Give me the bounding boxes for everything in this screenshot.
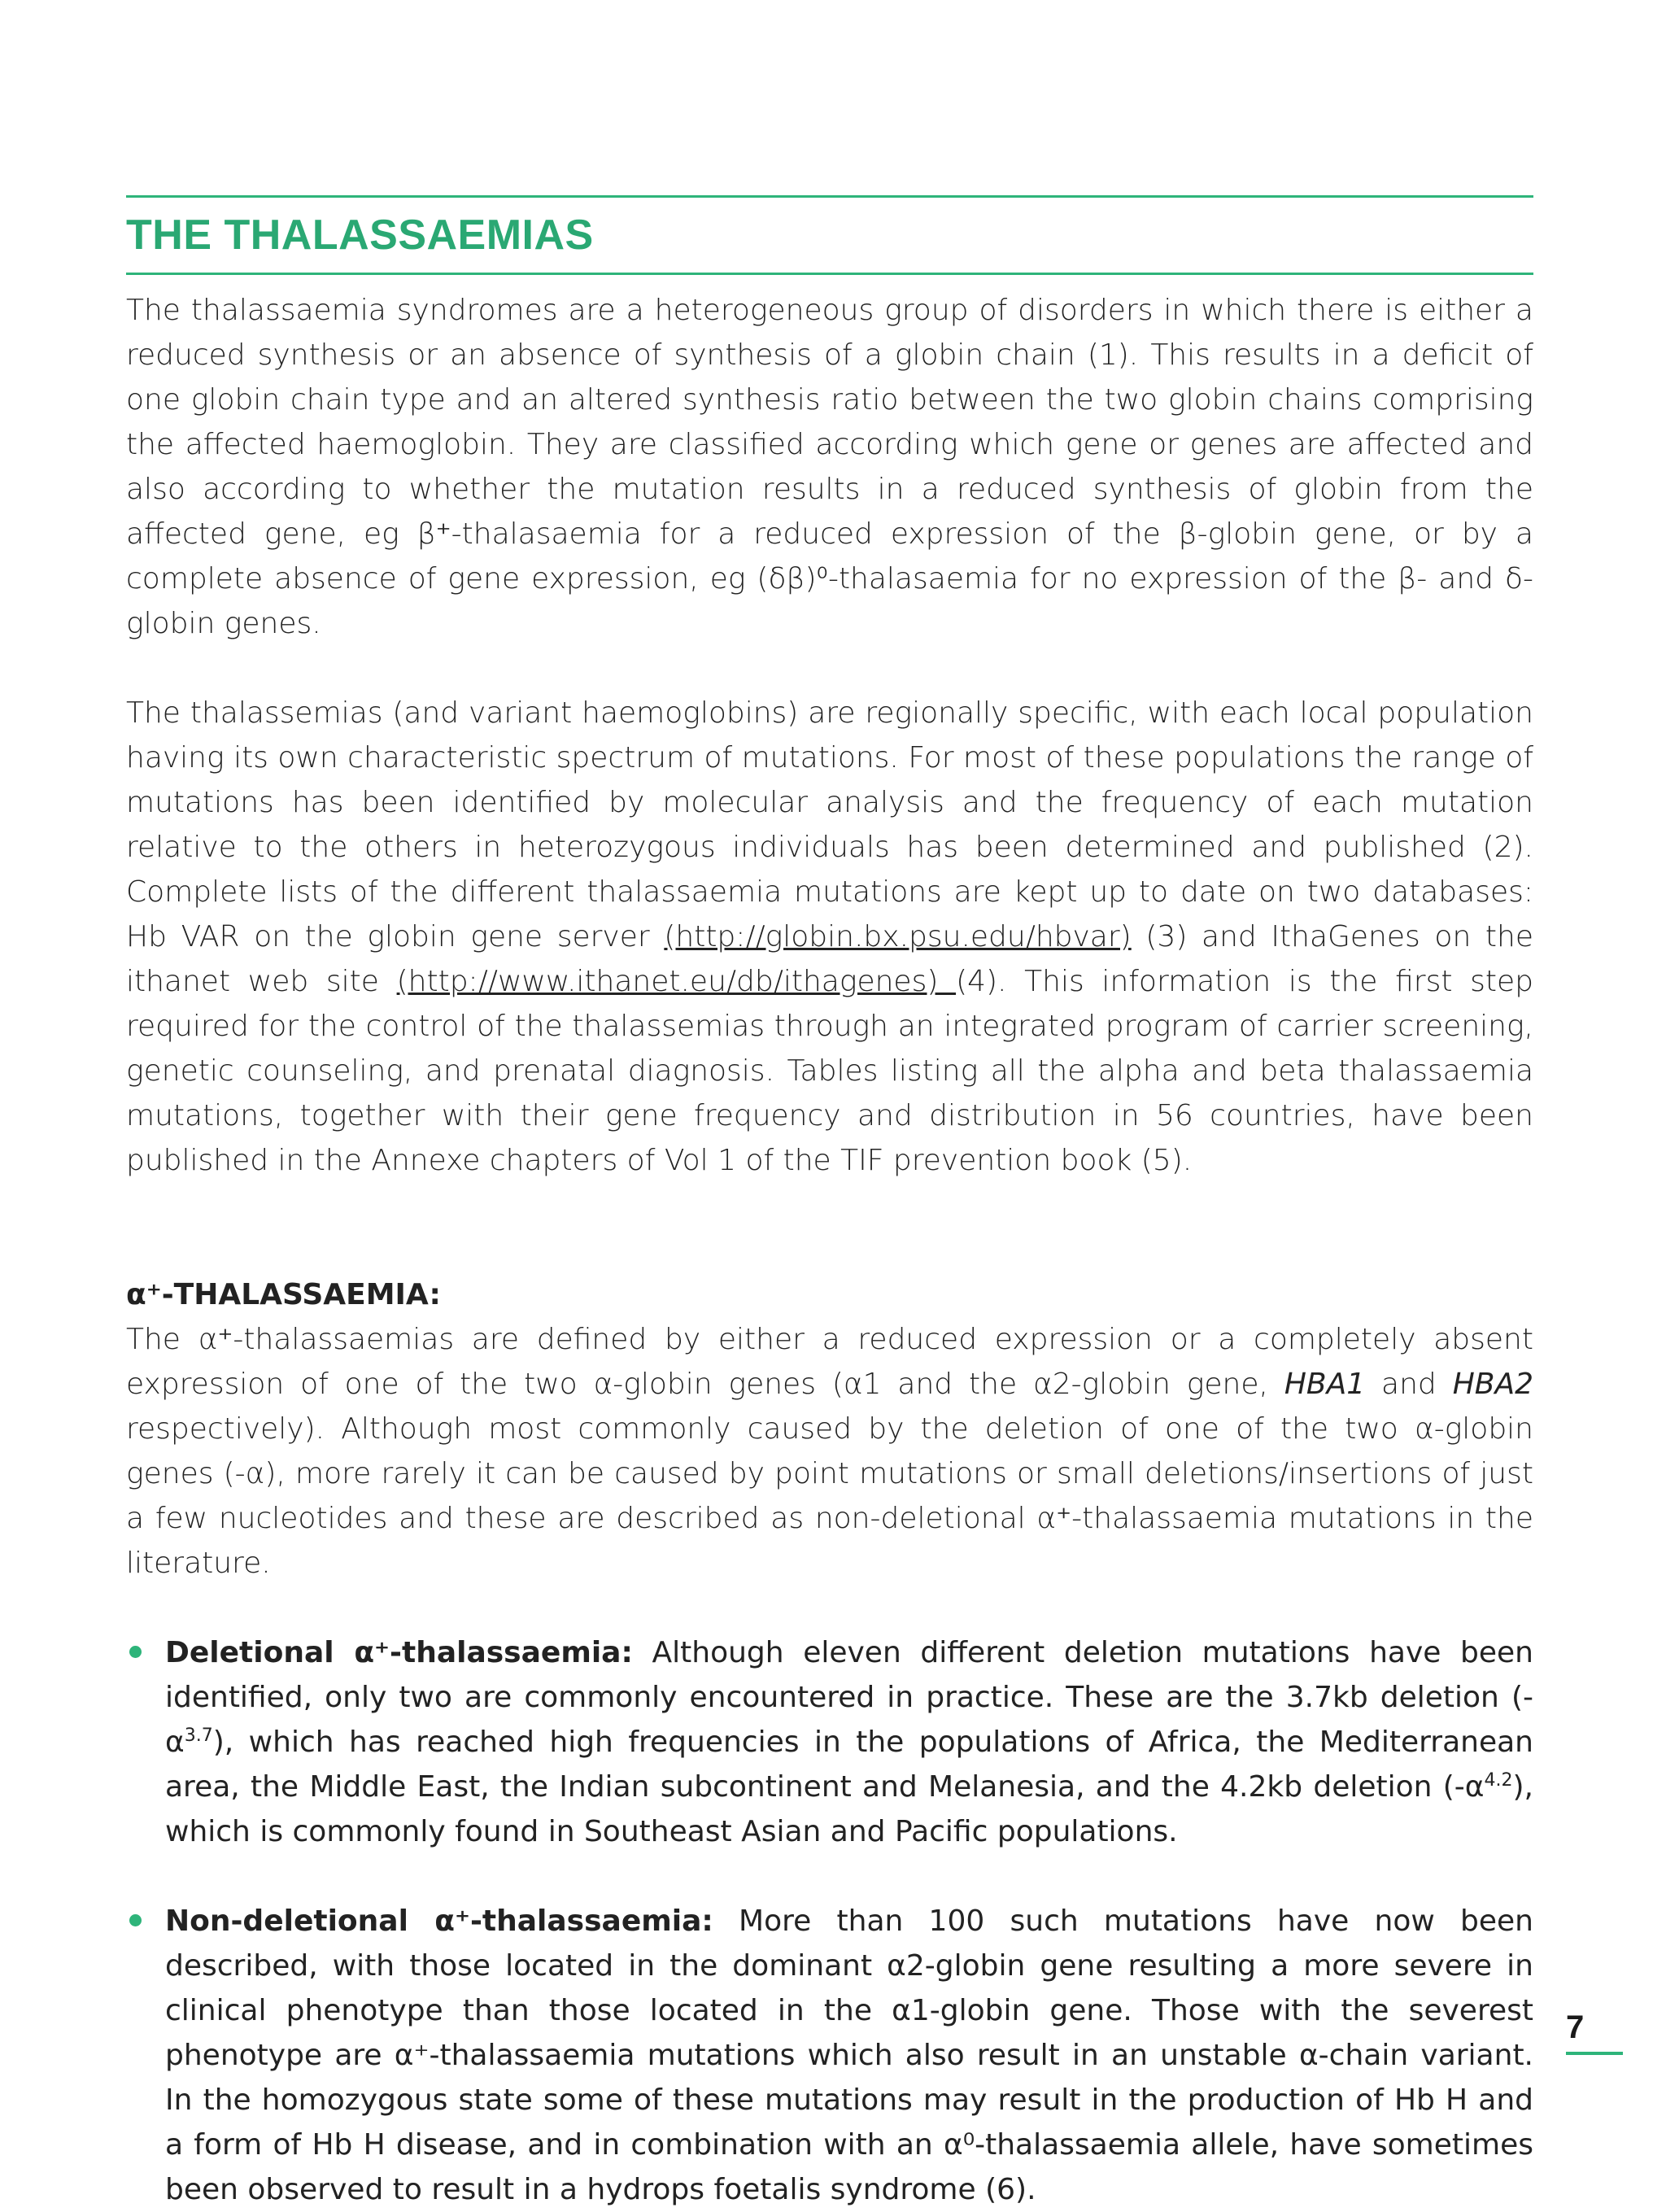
page-number-underline — [1566, 2052, 1623, 2055]
superscript-3-7: 3.7 — [184, 1726, 213, 1746]
bullet-label: Deletional α⁺-thalassaemia: — [165, 1636, 633, 1669]
intro-paragraph-2-text-b: (3) and IthaGenes on the ithanet web site — [126, 920, 1533, 998]
alpha-text-c: respectively). Although most commonly caused by the deletion of one of the two α-globin genes (-α), more rarely it can be caused by point mutations or small deletions/insertions of just a few nucleotides and these are described as non-deletional α⁺-thalassaemia mutations in the literature. — [126, 1412, 1533, 1580]
intro-paragraph-2 — [126, 691, 1533, 1183]
bullet-label: Non-deletional α⁺-thalassaemia: — [165, 1904, 713, 1938]
page-number: 7 — [1566, 2009, 1585, 2045]
intro-paragraph-1: The thalassaemia syndromes are a heterogeneous group of disorders in which there is either a reduced synthesis or an absence of synthesis of a globin chain (1). This results in a deficit of one globin chain type and an altered synthesis ratio between the two globin chains comprising the affected haemoglobin. They are classified according which gene or genes are affected and also according to whether the mutation results in a reduced synthesis of globin from the affected gene, eg β⁺-thalasaemia for a reduced expression of the β-globin gene, or by a complete absence of gene expression, eg (δβ)⁰-thalasaemia for no expression of the β- and δ-globin genes. — [126, 294, 1533, 640]
bullet-dot-icon — [129, 1914, 142, 1926]
bullet-text-3: ), which is commonly found in Southeast Asian and Pacific populations. — [165, 1770, 1533, 1848]
intro-paragraph-2-text-c: (4). This information is the first step required for the control of the thalassemias through an integrated program of carrier screening, genetic counseling, and prenatal diagnosis. Tables listing all the alpha and beta thalassaemia mutations, together with their gene frequency and distribution in 56 countries, have been published in the Annexe chapters of Vol 1 of the TIF prevention book (5). — [126, 965, 1534, 1177]
bullet-dot-icon — [129, 1646, 142, 1658]
page-title: THE THALASSAEMIAS — [126, 212, 594, 259]
superscript-4-2: 4.2 — [1484, 1770, 1513, 1791]
bullet-text-2: ), which has reached high frequencies in the populations of Africa, the Mediterranean area, the Middle East, the Indian subcontinent and Melanesia, and the 4.2kb deletion (-α — [165, 1726, 1533, 1804]
page-content — [126, 195, 1533, 2212]
list-item-deletional — [126, 1630, 1533, 1854]
intro-paragraph-2-text-a: The thalassemias (and variant haemoglobins) are regionally specific, with each local population having its own characteristic spectrum of mutations. For most of these populations the range of mutations has been identified by molecular analysis and the frequency of each mutation relative to the others in heterozygous individuals has been determined and published (2). Complete lists of the different thalassaemia mutations are kept up to date on two databases: Hb VAR on the globin gene server — [126, 696, 1533, 953]
gene-hba1: HBA1 — [1284, 1368, 1366, 1401]
ithagenes-link[interactable]: (http://www.ithanet.eu/db/ithagenes) — [396, 965, 957, 998]
bullet-text-1: More than 100 such mutations have now been described, with those located in the dominant α2-globin gene resulting a more severe in clinical phenotype than those located in the α1-globin gene. Those with the severest phenotype are α⁺-thalassaemia mutations which also result in an unstable α-chain variant. In the homozygous state some of these mutations may result in the production of Hb H and a form of Hb H disease, and in combination with an α⁰-thalassaemia allele, have sometimes been observed to result in a hydrops foetalis syndrome (6). — [165, 1904, 1533, 2206]
alpha-thalassaemia-paragraph — [126, 1317, 1533, 1586]
alpha-types-list — [126, 1630, 1533, 2212]
alpha-text-a: The α⁺-thalassaemias are defined by either a reduced expression or a completely absent expression of one of the two α-globin genes (α1 and the α2-globin gene, — [126, 1323, 1533, 1401]
list-item-non-deletional — [126, 1899, 1533, 2212]
hbvar-link[interactable]: (http://globin.bx.psu.edu/hbvar) — [664, 920, 1132, 953]
section-spacer — [126, 1183, 1533, 1272]
alpha-thalassaemia-subheading: α⁺-THALASSAEMIA: — [126, 1278, 441, 1311]
heading-bottom-rule — [126, 273, 1533, 275]
bullet-text-1: Although eleven different deletion mutations have been identified, only two are commonly encountered in practice. These are the 3.7kb deletion (-α — [165, 1636, 1533, 1759]
alpha-text-b: and — [1365, 1368, 1453, 1401]
gene-hba2: HBA2 — [1452, 1368, 1533, 1401]
